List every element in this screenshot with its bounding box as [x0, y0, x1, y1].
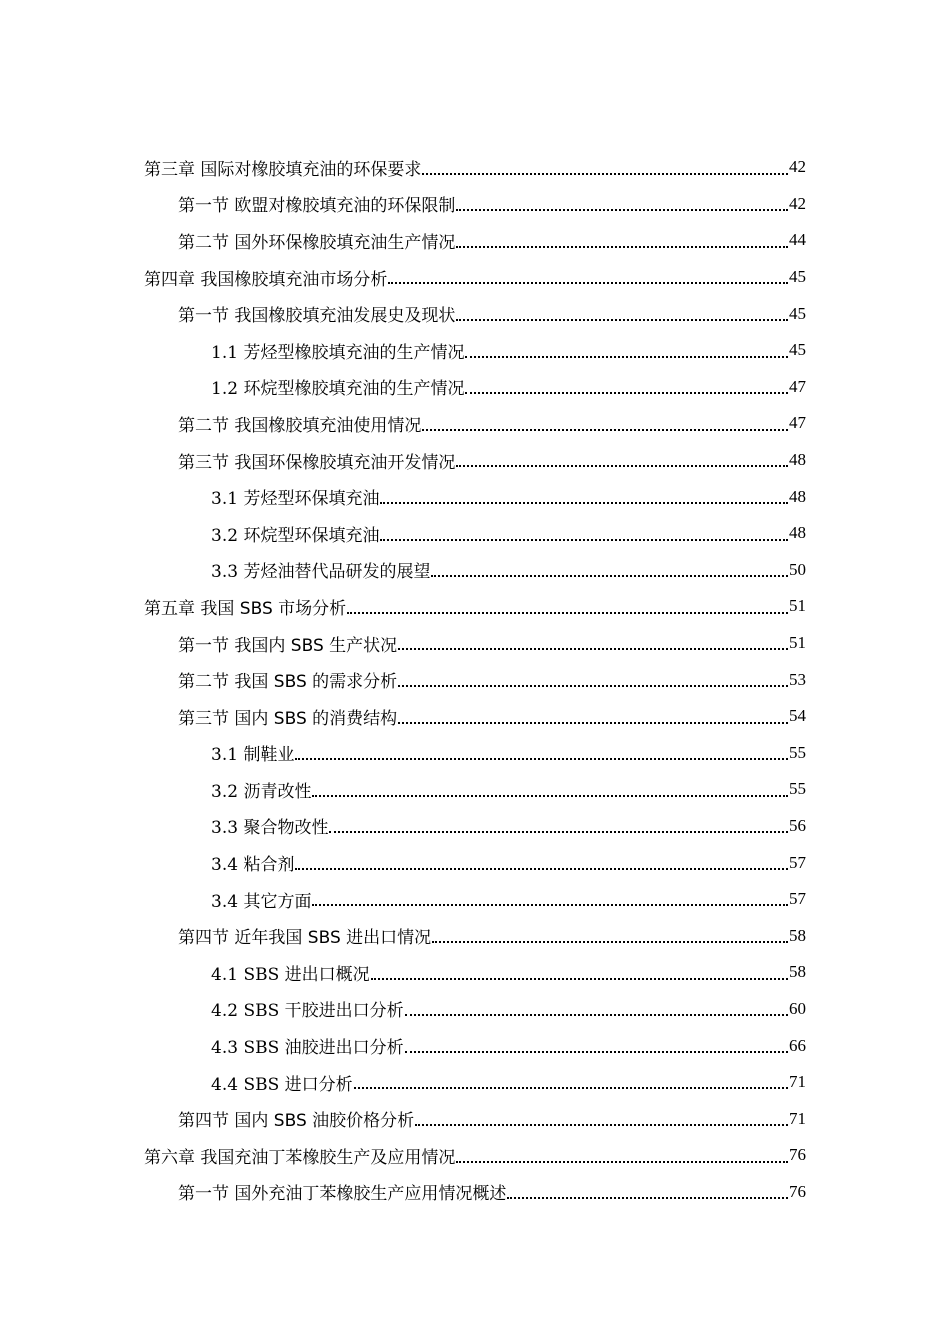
toc-entry-title: 3.1 芳烃型环保填充油 — [211, 489, 380, 510]
dot-leader — [465, 392, 788, 394]
toc-entry-section[interactable] — [0, 295, 950, 332]
toc-entry-title: 4.1 SBS 进出口概况 — [211, 964, 370, 985]
toc-list — [0, 149, 950, 1210]
toc-entry-title: 3.2 沥青改性 — [211, 781, 312, 802]
toc-entry-sub[interactable] — [0, 954, 950, 991]
toc-entry-sub[interactable] — [0, 369, 950, 406]
dot-leader — [371, 978, 788, 980]
toc-entry-page-number: 57 — [789, 852, 806, 872]
toc-entry-title: 第三章 国际对橡胶填充油的环保要求 — [144, 159, 422, 180]
dot-leader — [312, 795, 788, 797]
table-of-contents — [0, 149, 950, 1210]
toc-entry-page-number: 51 — [789, 633, 806, 653]
toc-entry-title: 第二节 我国橡胶填充油使用情况 — [178, 415, 422, 436]
dot-leader — [295, 868, 788, 870]
toc-entry-title: 第一节 我国内 SBS 生产状况 — [178, 635, 398, 656]
toc-entry-page-number: 71 — [789, 1108, 806, 1128]
dot-leader — [422, 429, 788, 431]
dot-leader — [354, 1087, 788, 1089]
toc-entry-title: 第一节 我国橡胶填充油发展史及现状 — [178, 306, 456, 327]
toc-entry-page-number: 48 — [789, 523, 806, 543]
dot-leader — [380, 502, 788, 504]
toc-entry-section[interactable] — [0, 917, 950, 954]
toc-entry-title: 3.3 芳烃油替代品研发的展望 — [211, 562, 431, 583]
toc-entry-title: 3.1 制鞋业 — [211, 745, 295, 766]
toc-entry-page-number: 45 — [789, 340, 806, 360]
dot-leader — [456, 209, 788, 211]
toc-entry-sub[interactable] — [0, 552, 950, 589]
toc-entry-title: 第二节 国外环保橡胶填充油生产情况 — [178, 232, 456, 253]
toc-entry-page-number: 42 — [789, 157, 806, 177]
toc-entry-title: 4.2 SBS 干胶进出口分析 — [211, 1001, 404, 1022]
toc-entry-page-number: 47 — [789, 376, 806, 396]
dot-leader — [465, 356, 788, 358]
toc-entry-section[interactable] — [0, 1174, 950, 1211]
toc-entry-title: 第三节 我国环保橡胶填充油开发情况 — [178, 452, 456, 473]
toc-entry-chapter[interactable] — [0, 149, 950, 186]
dot-leader — [405, 1051, 788, 1053]
dot-leader — [398, 648, 788, 650]
toc-entry-title: 3.3 聚合物改性 — [211, 818, 329, 839]
toc-entry-section[interactable] — [0, 405, 950, 442]
toc-entry-sub[interactable] — [0, 881, 950, 918]
dot-leader — [398, 722, 788, 724]
dot-leader — [432, 941, 788, 943]
dot-leader — [456, 246, 788, 248]
toc-entry-page-number: 50 — [789, 559, 806, 579]
toc-entry-chapter[interactable] — [0, 259, 950, 296]
dot-leader — [388, 282, 788, 284]
toc-entry-title: 第四章 我国橡胶填充油市场分析 — [144, 269, 388, 290]
toc-entry-sub[interactable] — [0, 332, 950, 369]
toc-entry-page-number: 53 — [789, 669, 806, 689]
toc-entry-section[interactable] — [0, 1100, 950, 1137]
dot-leader — [312, 904, 788, 906]
toc-entry-sub[interactable] — [0, 1064, 950, 1101]
toc-entry-page-number: 48 — [789, 450, 806, 470]
dot-leader — [347, 612, 788, 614]
toc-entry-page-number: 42 — [789, 193, 806, 213]
toc-entry-section[interactable] — [0, 442, 950, 479]
toc-entry-title: 第四节 国内 SBS 油胶价格分析 — [178, 1111, 415, 1132]
dot-leader — [456, 465, 788, 467]
toc-entry-sub[interactable] — [0, 771, 950, 808]
toc-entry-page-number: 47 — [789, 413, 806, 433]
toc-entry-title: 第五章 我国 SBS 市场分析 — [144, 598, 347, 619]
dot-leader — [329, 831, 788, 833]
toc-entry-sub[interactable] — [0, 478, 950, 515]
toc-entry-section[interactable] — [0, 222, 950, 259]
dot-leader — [380, 539, 788, 541]
toc-entry-section[interactable] — [0, 186, 950, 223]
toc-entry-chapter[interactable] — [0, 1137, 950, 1174]
toc-entry-page-number: 51 — [789, 596, 806, 616]
toc-entry-sub[interactable] — [0, 808, 950, 845]
toc-entry-page-number: 48 — [789, 486, 806, 506]
toc-entry-title: 第二节 我国 SBS 的需求分析 — [178, 672, 398, 693]
toc-entry-page-number: 56 — [789, 815, 806, 835]
toc-entry-page-number: 44 — [789, 230, 806, 250]
dot-leader — [431, 575, 788, 577]
toc-entry-title: 4.4 SBS 进口分析 — [211, 1074, 353, 1095]
toc-entry-page-number: 45 — [789, 303, 806, 323]
toc-entry-sub[interactable] — [0, 515, 950, 552]
toc-entry-page-number: 58 — [789, 962, 806, 982]
toc-entry-sub[interactable] — [0, 1027, 950, 1064]
toc-entry-title: 3.2 环烷型环保填充油 — [211, 525, 380, 546]
dot-leader — [405, 1014, 788, 1016]
toc-entry-page-number: 54 — [789, 706, 806, 726]
toc-entry-title: 1.2 环烷型橡胶填充油的生产情况 — [211, 379, 465, 400]
toc-entry-page-number: 57 — [789, 889, 806, 909]
toc-entry-sub[interactable] — [0, 844, 950, 881]
dot-leader — [507, 1197, 788, 1199]
toc-entry-page-number: 76 — [789, 1181, 806, 1201]
toc-entry-title: 3.4 粘合剂 — [211, 855, 295, 876]
toc-entry-title: 4.3 SBS 油胶进出口分析 — [211, 1038, 404, 1059]
dot-leader — [295, 758, 788, 760]
dot-leader — [422, 173, 788, 175]
toc-entry-chapter[interactable] — [0, 588, 950, 625]
toc-entry-sub[interactable] — [0, 991, 950, 1028]
toc-entry-sub[interactable] — [0, 735, 950, 772]
toc-entry-page-number: 55 — [789, 742, 806, 762]
toc-entry-title: 第四节 近年我国 SBS 进出口情况 — [178, 928, 432, 949]
toc-entry-title: 第一节 国外充油丁苯橡胶生产应用情况概述 — [178, 1184, 507, 1205]
toc-entry-section[interactable] — [0, 661, 950, 698]
dot-leader — [456, 1161, 788, 1163]
toc-entry-section[interactable] — [0, 698, 950, 735]
dot-leader — [456, 319, 788, 321]
dot-leader — [398, 685, 788, 687]
toc-entry-page-number: 45 — [789, 267, 806, 287]
toc-entry-title: 第三节 国内 SBS 的消费结构 — [178, 708, 398, 729]
toc-entry-page-number: 58 — [789, 925, 806, 945]
toc-entry-page-number: 66 — [789, 1035, 806, 1055]
toc-entry-page-number: 60 — [789, 998, 806, 1018]
toc-entry-page-number: 55 — [789, 779, 806, 799]
toc-entry-section[interactable] — [0, 625, 950, 662]
toc-entry-page-number: 71 — [789, 1072, 806, 1092]
toc-entry-title: 3.4 其它方面 — [211, 891, 312, 912]
toc-entry-title: 1.1 芳烃型橡胶填充油的生产情况 — [211, 342, 465, 363]
dot-leader — [415, 1124, 788, 1126]
toc-entry-page-number: 76 — [789, 1145, 806, 1165]
toc-entry-title: 第一节 欧盟对橡胶填充油的环保限制 — [178, 196, 456, 217]
toc-entry-title: 第六章 我国充油丁苯橡胶生产及应用情况 — [144, 1147, 456, 1168]
